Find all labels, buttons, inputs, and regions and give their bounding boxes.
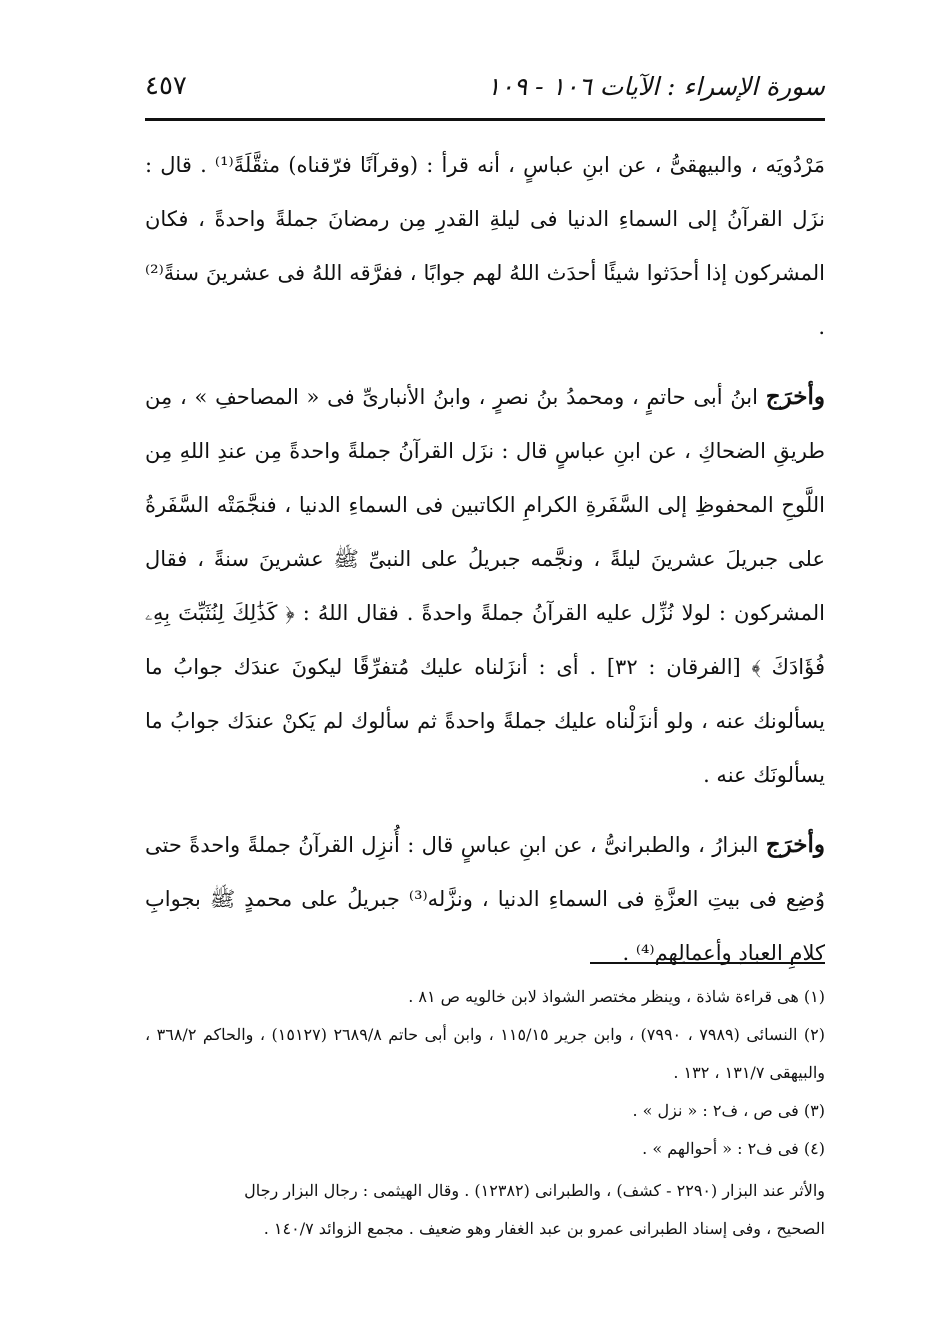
page-number: ٤٥٧: [145, 71, 187, 101]
page-header: [145, 60, 825, 112]
paragraph-3: [145, 818, 825, 980]
paragraph-3-text: البزارُ ، والطبرانىُّ ، عن ابنِ عباسٍ قال : أُنزِل القرآنُ جملةً واحدةً حتى وُضِع فى بيتِ العزَّةِ فى السماءِ الدنيا ، ونزَّله⁽³⁾ جبريلُ على محمدٍ ﷺ بجوابِ كلامِ العبادِ وأعمالِهم⁽⁴⁾ .: [145, 833, 825, 965]
footnote-4-note-line-2: الصحيح ، وفى إسناد الطبرانى عمرو بن عبد الغفار وهو ضعيف . مجمع الزوائد ١٤٠/٧ .: [263, 1219, 825, 1238]
footnote-4-note-line-1: والأثر عند البزار (٢٢٩٠ - كشف) ، والطبرانى (١٢٣٨٢) . وقال الهيثمى : رجال البزار رجال: [244, 1181, 825, 1200]
paragraph-1: مَرْدُويَه ، والبيهقىُّ ، عن ابنِ عباسٍ ، أنه قرأ : (وقرآنًا فرّقناه) مثقَّلَةً⁽¹⁾ . قال : نزَل القرآنُ إلى السماءِ الدنيا فى ليلةِ القدرِ مِن رمضانَ جملةً واحدةً ، فكان المشركون إذا أحدَثوا شيئًا أحدَث اللهُ لهم جوابًا ، ففرَّقه اللهُ فى عشرينَ سنةً⁽²⁾ .: [145, 153, 825, 339]
header-rule: [145, 118, 825, 121]
footnote-3: (٣) فى ص ، ف٢ : « نزل » .: [632, 1101, 825, 1120]
footnote-rule: [590, 962, 825, 964]
main-text: [145, 138, 825, 996]
footnote-2: (٢) النسائى (٧٩٨٩ ، ٧٩٩٠) ، وابن جرير ١١٥/١٥ ، وابن أبى حاتم ٢٦٨٩/٨ (١٥١٢٧) ، والحاكم ٣٦٨/٢ ، والبيهقى ١٣١/٧ ، ١٣٢ .: [145, 1025, 825, 1082]
paragraph-2: [145, 370, 825, 802]
footnotes: [145, 978, 825, 1248]
footnote-4-note: [145, 1172, 825, 1248]
paragraph-2-text: ابنُ أبى حاتمٍ ، ومحمدُ بنُ نصرٍ ، وابنُ الأنبارىِّ فى « المصاحفِ » ، مِن طريقِ الضحاكِ ، عن ابنِ عباسٍ قال : نزَل القرآنُ جملةً واحدةً مِن عندِ اللهِ مِن اللَّوحِ المحفوظِ إلى السَّفَرةِ الكرامِ الكاتبين فى السماءِ الدنيا ، فنجَّمَتْه السَّفَرةُ على جبريلَ عشرينَ ليلةً ، ونجَّمه جبريلُ على النبىِّ ﷺ عشرينَ سنةً ، فقال المشركون : لولا نُزِّل عليه القرآنُ جملةً واحدةً . فقال اللهُ : ﴿ كَذَٰلِكَ لِنُثَبِّتَ بِهِۦ فُؤَادَكَ ﴾ [الفرقان : ٣٢] . أى : أنزَلناه عليك مُتفرِّقًا ليكونَ عندَك جوابُ ما يسألونك عنه ، ولو أنزَلْناه عليك جملةً واحدةً ثم سألوك لم يَكنْ عندَك جوابُ ما يسألونَك عنه .: [145, 385, 825, 787]
running-title: سورة الإسراء : الآيات ١٠٦ - ١٠٩: [486, 71, 825, 101]
footnote-1: (١) هى قراءة شاذة ، وينظر مختصر الشواذ لابن خالويه ص ٨١ .: [408, 987, 825, 1006]
footnote-4: (٤) فى ف٢ : « أحوالهم » .: [642, 1139, 825, 1158]
paragraph-3-lead: وأخرَج: [765, 831, 825, 858]
paragraph-2-lead: وأخرَج: [765, 383, 825, 410]
